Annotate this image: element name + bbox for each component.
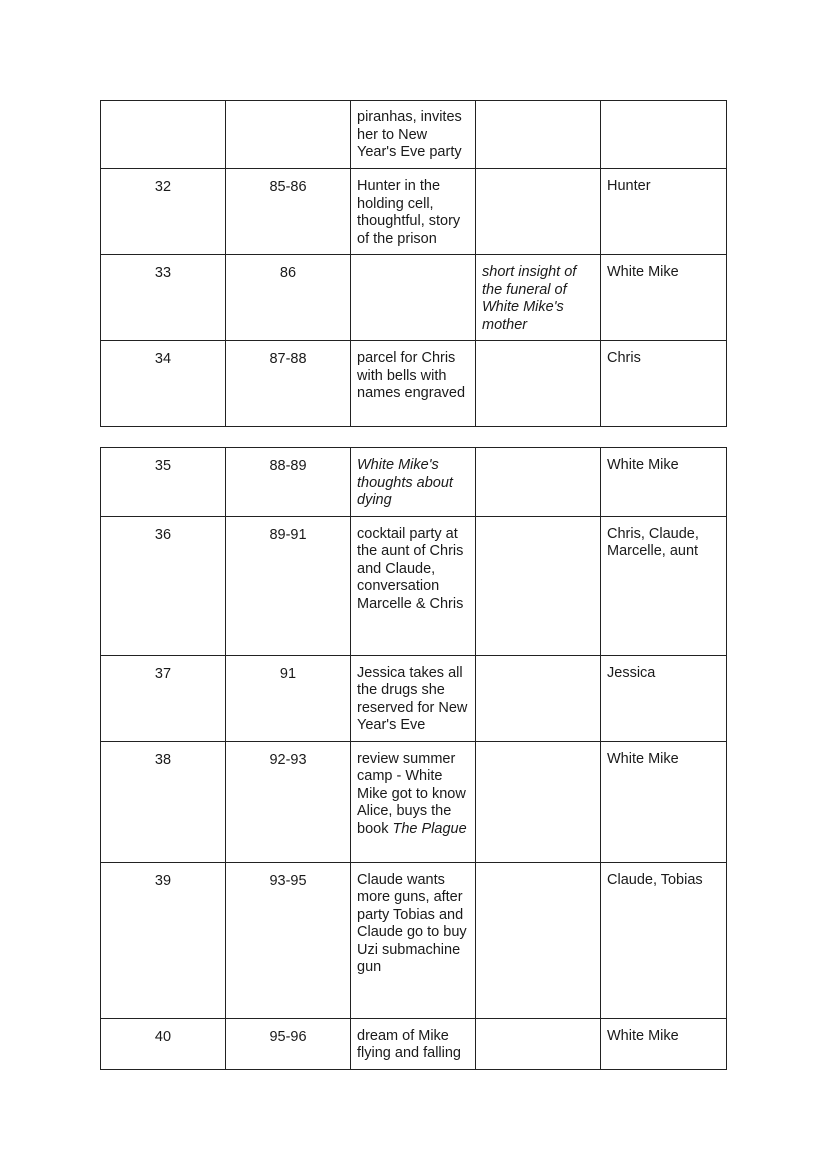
content-cell bbox=[351, 741, 476, 862]
table-row bbox=[101, 862, 727, 1018]
insight-cell bbox=[476, 169, 601, 255]
page-range: 88-89 bbox=[226, 448, 351, 517]
page-range: 85-86 bbox=[226, 169, 351, 255]
insight-cell bbox=[476, 741, 601, 862]
table-row bbox=[101, 741, 727, 862]
content-cell: Claude wants more guns, after party Tobias and Claude go to buy Uzi submachine gun bbox=[351, 862, 476, 1018]
content-cell bbox=[351, 255, 476, 341]
table-row bbox=[101, 1018, 727, 1069]
characters-cell: Chris, Claude, Marcelle, aunt bbox=[601, 516, 727, 655]
page-range: 87-88 bbox=[226, 341, 351, 427]
content-cell: Hunter in the holding cell, thoughtful, story of the prison bbox=[351, 169, 476, 255]
characters-cell bbox=[601, 101, 727, 169]
chapter-number: 37 bbox=[101, 655, 226, 741]
characters-cell: White Mike bbox=[601, 1018, 727, 1069]
chapter-table-2 bbox=[100, 447, 727, 1070]
chapter-number: 38 bbox=[101, 741, 226, 862]
chapter-number: 32 bbox=[101, 169, 226, 255]
table-row bbox=[101, 448, 727, 517]
characters-cell: White Mike bbox=[601, 741, 727, 862]
characters-cell: Claude, Tobias bbox=[601, 862, 727, 1018]
chapter-number: 39 bbox=[101, 862, 226, 1018]
page-range: 92-93 bbox=[226, 741, 351, 862]
page-range: 86 bbox=[226, 255, 351, 341]
chapter-number: 35 bbox=[101, 448, 226, 517]
content-cell: Jessica takes all the drugs she reserved for New Year's Eve bbox=[351, 655, 476, 741]
content-cell: dream of Mike flying and falling bbox=[351, 1018, 476, 1069]
page-range: 95-96 bbox=[226, 1018, 351, 1069]
insight-cell bbox=[476, 862, 601, 1018]
characters-cell: Chris bbox=[601, 341, 727, 427]
content-text: review summer camp - White Mike got to know Alice, buys the book bbox=[357, 750, 466, 837]
chapter-number bbox=[101, 101, 226, 169]
table-row bbox=[101, 341, 727, 427]
book-title: The Plague bbox=[392, 820, 467, 837]
chapter-number: 36 bbox=[101, 516, 226, 655]
insight-cell bbox=[476, 516, 601, 655]
table-row bbox=[101, 655, 727, 741]
insight-cell bbox=[476, 1018, 601, 1069]
chapter-number: 40 bbox=[101, 1018, 226, 1069]
characters-cell: White Mike bbox=[601, 255, 727, 341]
insight-cell bbox=[476, 341, 601, 427]
characters-cell: White Mike bbox=[601, 448, 727, 517]
insight-cell bbox=[476, 448, 601, 517]
content-cell: White Mike's thoughts about dying bbox=[351, 448, 476, 517]
content-cell: parcel for Chris with bells with names engraved bbox=[351, 341, 476, 427]
table-row bbox=[101, 516, 727, 655]
insight-cell bbox=[476, 655, 601, 741]
insight-cell bbox=[476, 101, 601, 169]
page-range: 93-95 bbox=[226, 862, 351, 1018]
chapter-number: 33 bbox=[101, 255, 226, 341]
table-row bbox=[101, 255, 727, 341]
characters-cell: Jessica bbox=[601, 655, 727, 741]
insight-cell: short insight of the funeral of White Mike's mother bbox=[476, 255, 601, 341]
chapter-number: 34 bbox=[101, 341, 226, 427]
content-cell: piranhas, invites her to New Year's Eve party bbox=[351, 101, 476, 169]
content-cell: cocktail party at the aunt of Chris and Claude, conversation Marcelle & Chris bbox=[351, 516, 476, 655]
page-range: 91 bbox=[226, 655, 351, 741]
characters-cell: Hunter bbox=[601, 169, 727, 255]
table-row bbox=[101, 101, 727, 169]
page-range: 89-91 bbox=[226, 516, 351, 655]
chapter-table-1 bbox=[100, 100, 727, 427]
page-range bbox=[226, 101, 351, 169]
table-row bbox=[101, 169, 727, 255]
